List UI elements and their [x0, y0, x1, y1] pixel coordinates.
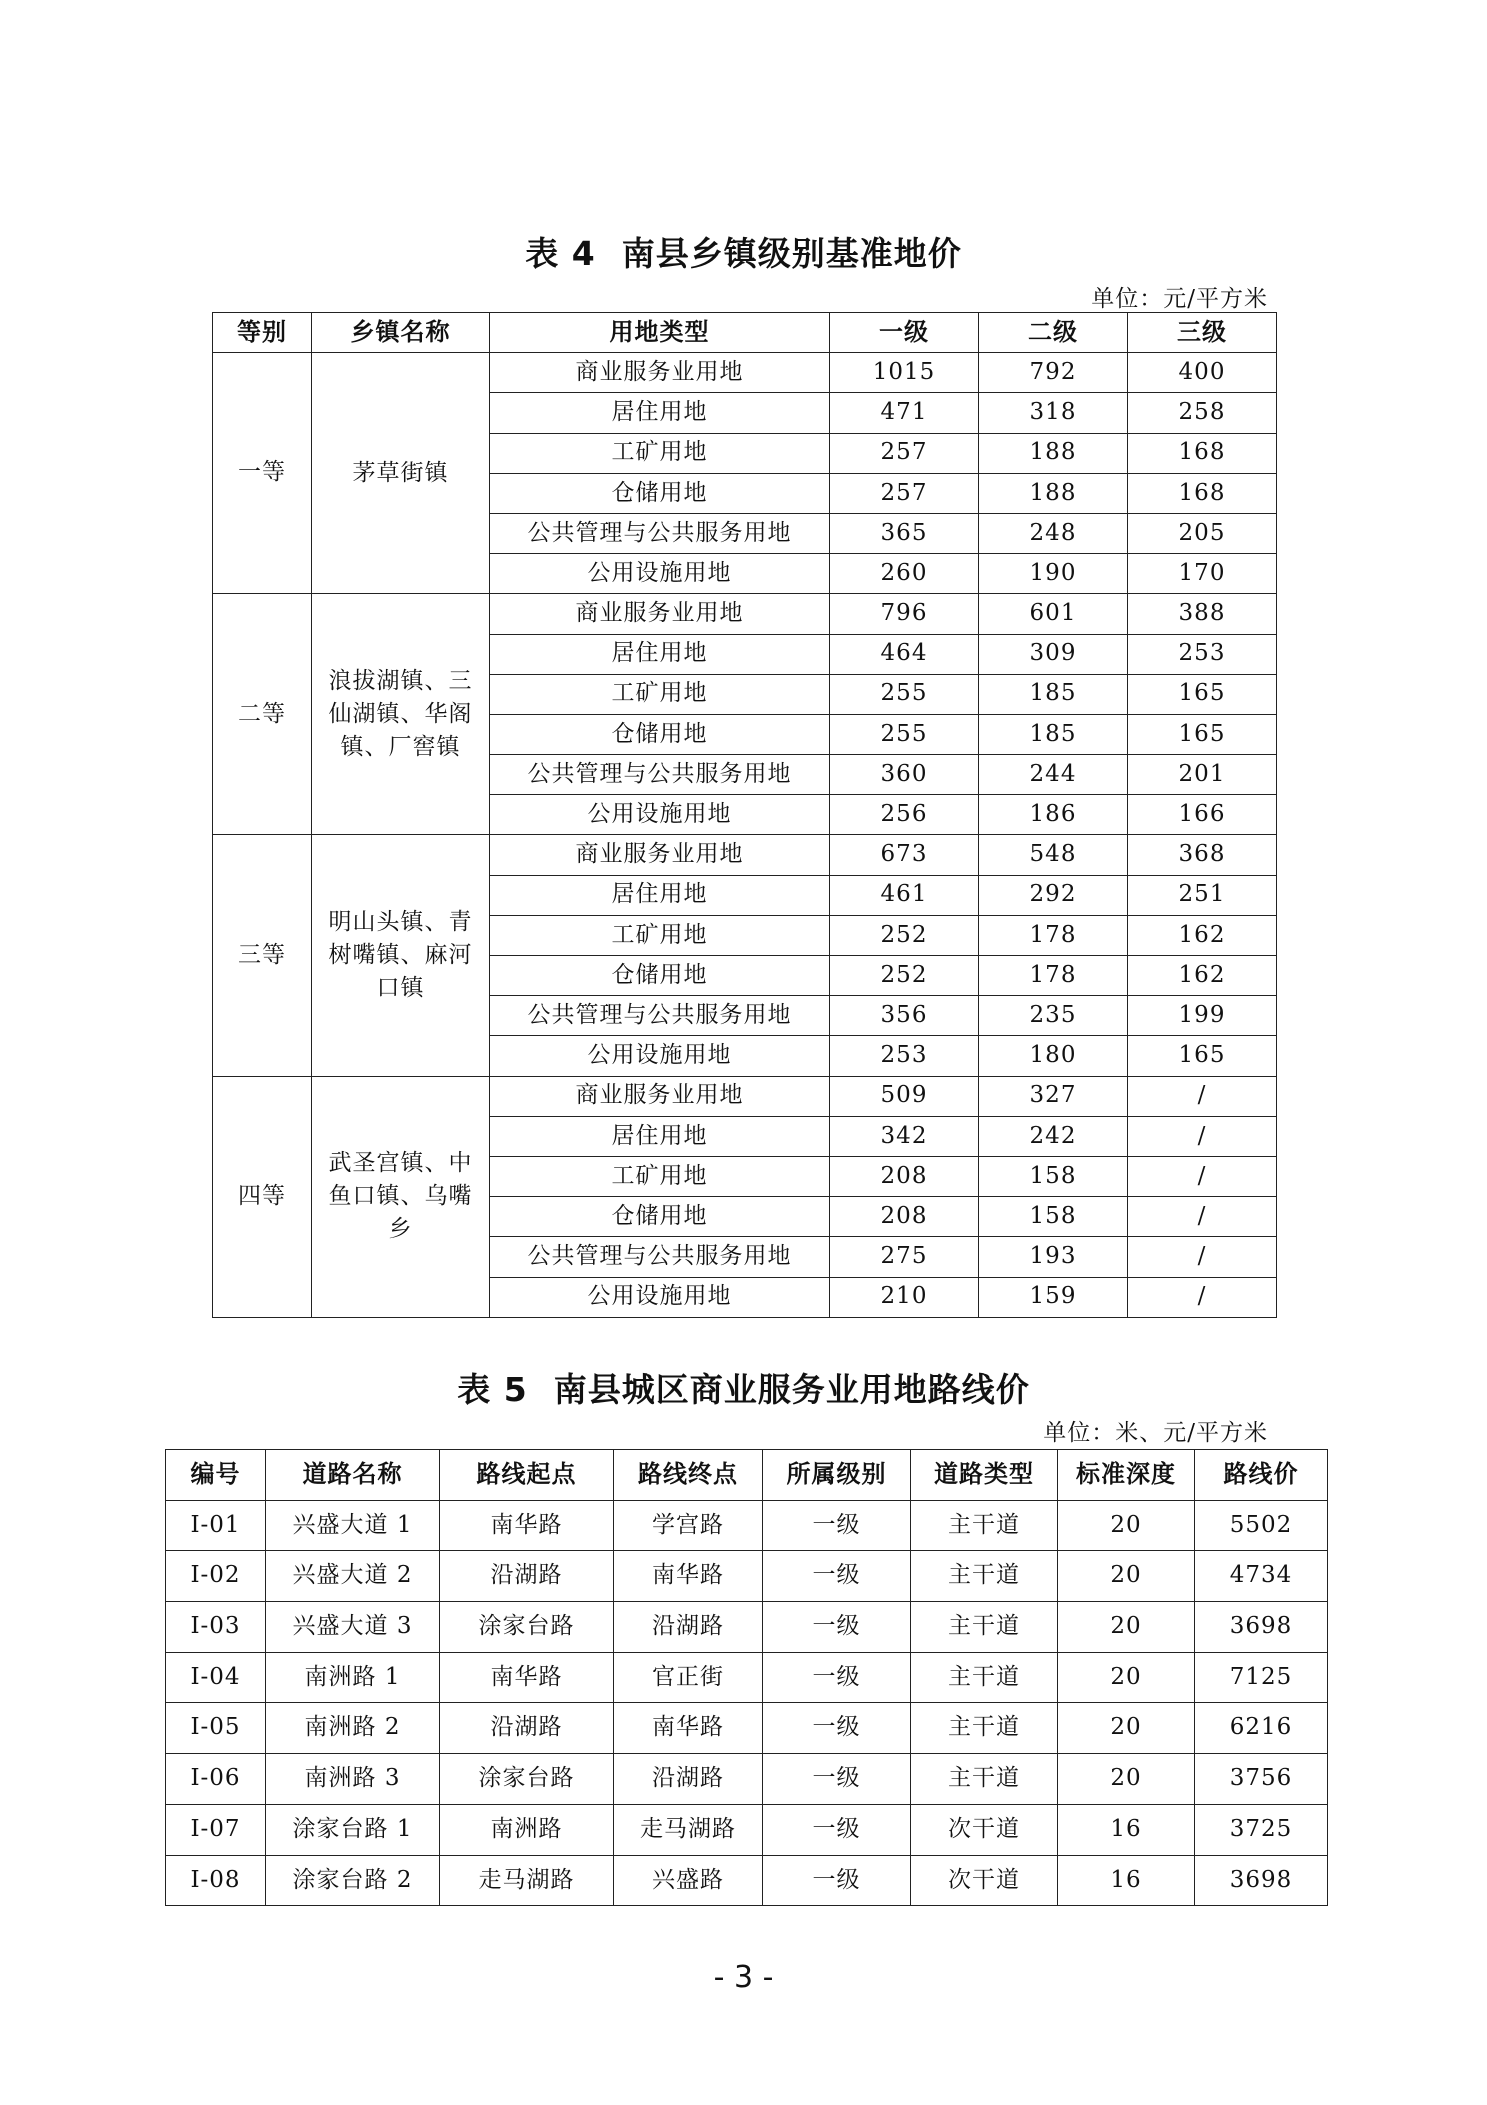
- price-cell: 464: [830, 634, 979, 674]
- price-cell: 673: [830, 835, 979, 875]
- table5-row: [166, 1703, 1328, 1754]
- towns-cell: 浪拔湖镇、三仙湖镇、华阁镇、厂窖镇: [312, 594, 490, 835]
- table5: [165, 1449, 1328, 1906]
- table5-cell: 20: [1058, 1652, 1195, 1703]
- table4-title: [0, 228, 1487, 275]
- price-cell: 257: [830, 473, 979, 513]
- table5-cell: 南洲路 2: [266, 1703, 440, 1754]
- price-cell: 165: [1128, 714, 1277, 754]
- table5-cell: 主干道: [911, 1602, 1058, 1653]
- price-cell: 193: [979, 1237, 1128, 1277]
- table5-cell: 学宫路: [614, 1500, 763, 1551]
- table5-cell: 一级: [763, 1551, 911, 1602]
- price-cell: /: [1128, 1197, 1277, 1237]
- price-cell: 190: [979, 554, 1128, 594]
- price-cell: 461: [830, 875, 979, 915]
- price-cell: 186: [979, 795, 1128, 835]
- table5-cell: 兴盛路: [614, 1855, 763, 1906]
- price-cell: 275: [830, 1237, 979, 1277]
- table5-cell: 南华路: [440, 1500, 614, 1551]
- table5-cell: 沿湖路: [440, 1703, 614, 1754]
- land-type-cell: 商业服务业用地: [490, 353, 830, 393]
- land-type-cell: 仓储用地: [490, 1197, 830, 1237]
- table4-header-cell: 乡镇名称: [312, 313, 490, 353]
- price-cell: 162: [1128, 956, 1277, 996]
- land-type-cell: 居住用地: [490, 875, 830, 915]
- price-cell: 1015: [830, 353, 979, 393]
- table5-cell: 涂家台路 2: [266, 1855, 440, 1906]
- table5-cell: 兴盛大道 1: [266, 1500, 440, 1551]
- table5-cell: 涂家台路: [440, 1602, 614, 1653]
- towns-cell: 茅草街镇: [312, 353, 490, 594]
- table4-header-cell: 三级: [1128, 313, 1277, 353]
- price-cell: 185: [979, 674, 1128, 714]
- table5-header-cell: 路线起点: [440, 1450, 614, 1501]
- price-cell: 601: [979, 594, 1128, 634]
- table5-row: [166, 1500, 1328, 1551]
- price-cell: 792: [979, 353, 1128, 393]
- table5-cell: 4734: [1195, 1551, 1328, 1602]
- price-cell: 309: [979, 634, 1128, 674]
- table5-header-cell: 所属级别: [763, 1450, 911, 1501]
- table5-cell: 一级: [763, 1703, 911, 1754]
- table4-header-cell: 等别: [213, 313, 312, 353]
- table5-cell: 南洲路: [440, 1804, 614, 1855]
- price-cell: 292: [979, 875, 1128, 915]
- price-cell: 252: [830, 915, 979, 955]
- table5-title-num: 表 5: [457, 1370, 528, 1409]
- table5-header-cell: 道路名称: [266, 1450, 440, 1501]
- table5-cell: 南华路: [440, 1652, 614, 1703]
- price-cell: 185: [979, 714, 1128, 754]
- price-cell: 210: [830, 1277, 979, 1317]
- table5-cell: 南洲路 3: [266, 1754, 440, 1805]
- price-cell: 252: [830, 956, 979, 996]
- table5-cell: Ⅰ-07: [166, 1804, 266, 1855]
- price-cell: 166: [1128, 795, 1277, 835]
- land-type-cell: 公用设施用地: [490, 554, 830, 594]
- land-type-cell: 居住用地: [490, 393, 830, 433]
- price-cell: /: [1128, 1237, 1277, 1277]
- table5-cell: 一级: [763, 1754, 911, 1805]
- price-cell: /: [1128, 1277, 1277, 1317]
- land-type-cell: 公共管理与公共服务用地: [490, 513, 830, 553]
- land-type-cell: 工矿用地: [490, 674, 830, 714]
- price-cell: 178: [979, 956, 1128, 996]
- table5-cell: 20: [1058, 1551, 1195, 1602]
- price-cell: 342: [830, 1116, 979, 1156]
- table5-cell: Ⅰ-08: [166, 1855, 266, 1906]
- land-type-cell: 商业服务业用地: [490, 594, 830, 634]
- price-cell: 170: [1128, 554, 1277, 594]
- table5-cell: 南华路: [614, 1551, 763, 1602]
- price-cell: 400: [1128, 353, 1277, 393]
- table5-cell: Ⅰ-06: [166, 1754, 266, 1805]
- table5-row: [166, 1652, 1328, 1703]
- table5-cell: 一级: [763, 1500, 911, 1551]
- price-cell: 260: [830, 554, 979, 594]
- land-type-cell: 公用设施用地: [490, 1036, 830, 1076]
- price-cell: 257: [830, 433, 979, 473]
- table5-row: [166, 1804, 1328, 1855]
- price-cell: 368: [1128, 835, 1277, 875]
- table5-header-cell: 标准深度: [1058, 1450, 1195, 1501]
- price-cell: 255: [830, 674, 979, 714]
- land-type-cell: 工矿用地: [490, 433, 830, 473]
- table5-cell: 走马湖路: [440, 1855, 614, 1906]
- price-cell: 256: [830, 795, 979, 835]
- table5-cell: 主干道: [911, 1652, 1058, 1703]
- price-cell: 162: [1128, 915, 1277, 955]
- table4-header-cell: 二级: [979, 313, 1128, 353]
- table5-cell: 南洲路 1: [266, 1652, 440, 1703]
- page-number: - 3 -: [713, 1960, 774, 1995]
- table5-cell: Ⅰ-04: [166, 1652, 266, 1703]
- price-cell: 188: [979, 433, 1128, 473]
- table5-cell: 主干道: [911, 1500, 1058, 1551]
- table5-cell: 20: [1058, 1754, 1195, 1805]
- price-cell: 158: [979, 1156, 1128, 1196]
- price-cell: 360: [830, 755, 979, 795]
- table5-cell: 主干道: [911, 1551, 1058, 1602]
- table5-cell: Ⅰ-02: [166, 1551, 266, 1602]
- table5-cell: 沿湖路: [614, 1754, 763, 1805]
- table5-unit: 单位：米、元/平方米: [1043, 1420, 1268, 1446]
- price-cell: 158: [979, 1197, 1128, 1237]
- table5-cell: 一级: [763, 1804, 911, 1855]
- table5-row: [166, 1602, 1328, 1653]
- table5-cell: 7125: [1195, 1652, 1328, 1703]
- table4-row: [213, 1076, 1277, 1116]
- table5-cell: 走马湖路: [614, 1804, 763, 1855]
- price-cell: /: [1128, 1116, 1277, 1156]
- price-cell: 159: [979, 1277, 1128, 1317]
- land-type-cell: 商业服务业用地: [490, 835, 830, 875]
- table4-row: [213, 835, 1277, 875]
- price-cell: 327: [979, 1076, 1128, 1116]
- table5-cell: 一级: [763, 1855, 911, 1906]
- table5-cell: 主干道: [911, 1703, 1058, 1754]
- price-cell: 165: [1128, 1036, 1277, 1076]
- land-type-cell: 公用设施用地: [490, 795, 830, 835]
- table5-cell: Ⅰ-05: [166, 1703, 266, 1754]
- price-cell: 205: [1128, 513, 1277, 553]
- table4-header-cell: 一级: [830, 313, 979, 353]
- table5-cell: 次干道: [911, 1855, 1058, 1906]
- land-type-cell: 公共管理与公共服务用地: [490, 755, 830, 795]
- table5-cell: 20: [1058, 1602, 1195, 1653]
- table5-header-cell: 道路类型: [911, 1450, 1058, 1501]
- price-cell: 165: [1128, 674, 1277, 714]
- land-type-cell: 公共管理与公共服务用地: [490, 1237, 830, 1277]
- table5-cell: 3725: [1195, 1804, 1328, 1855]
- table5-cell: 一级: [763, 1602, 911, 1653]
- grade-cell: 一等: [213, 353, 312, 594]
- price-cell: 208: [830, 1197, 979, 1237]
- table5-header-cell: 编号: [166, 1450, 266, 1501]
- table5-cell: 次干道: [911, 1804, 1058, 1855]
- table5-cell: 一级: [763, 1652, 911, 1703]
- price-cell: 471: [830, 393, 979, 433]
- table4-header-row: [213, 313, 1277, 353]
- table5-cell: 3756: [1195, 1754, 1328, 1805]
- table5-cell: 沿湖路: [614, 1602, 763, 1653]
- table5-cell: 涂家台路: [440, 1754, 614, 1805]
- table4-title-text: 南县乡镇级别基准地价: [621, 234, 962, 273]
- table4-header-cell: 用地类型: [490, 313, 830, 353]
- price-cell: 388: [1128, 594, 1277, 634]
- table4: [212, 312, 1277, 1318]
- table5-row: [166, 1551, 1328, 1602]
- table5-header-row: [166, 1450, 1328, 1501]
- price-cell: 178: [979, 915, 1128, 955]
- table5-cell: 6216: [1195, 1703, 1328, 1754]
- land-type-cell: 仓储用地: [490, 956, 830, 996]
- grade-cell: 三等: [213, 835, 312, 1076]
- price-cell: 258: [1128, 393, 1277, 433]
- price-cell: 168: [1128, 473, 1277, 513]
- land-type-cell: 工矿用地: [490, 915, 830, 955]
- grade-cell: 二等: [213, 594, 312, 835]
- towns-cell: 明山头镇、青树嘴镇、麻河口镇: [312, 835, 490, 1076]
- table5-cell: 官正街: [614, 1652, 763, 1703]
- price-cell: 168: [1128, 433, 1277, 473]
- land-type-cell: 公用设施用地: [490, 1277, 830, 1317]
- price-cell: /: [1128, 1076, 1277, 1116]
- price-cell: 253: [1128, 634, 1277, 674]
- table5-cell: 主干道: [911, 1754, 1058, 1805]
- price-cell: 356: [830, 996, 979, 1036]
- table5-body: [166, 1500, 1328, 1906]
- grade-cell: 四等: [213, 1076, 312, 1317]
- table5-cell: 涂家台路 1: [266, 1804, 440, 1855]
- table5-cell: Ⅰ-01: [166, 1500, 266, 1551]
- table5-cell: 兴盛大道 3: [266, 1602, 440, 1653]
- price-cell: 255: [830, 714, 979, 754]
- price-cell: 251: [1128, 875, 1277, 915]
- table5-cell: 16: [1058, 1855, 1195, 1906]
- price-cell: 180: [979, 1036, 1128, 1076]
- table5-cell: 20: [1058, 1500, 1195, 1551]
- land-type-cell: 公共管理与公共服务用地: [490, 996, 830, 1036]
- table4-row: [213, 353, 1277, 393]
- price-cell: 248: [979, 513, 1128, 553]
- price-cell: /: [1128, 1156, 1277, 1196]
- table5-header-cell: 路线价: [1195, 1450, 1328, 1501]
- table5-cell: 南华路: [614, 1703, 763, 1754]
- land-type-cell: 居住用地: [490, 634, 830, 674]
- land-type-cell: 仓储用地: [490, 714, 830, 754]
- table5-cell: 3698: [1195, 1855, 1328, 1906]
- price-cell: 548: [979, 835, 1128, 875]
- land-type-cell: 工矿用地: [490, 1156, 830, 1196]
- price-cell: 188: [979, 473, 1128, 513]
- table5-cell: 5502: [1195, 1500, 1328, 1551]
- table4-body: [213, 353, 1277, 1318]
- price-cell: 242: [979, 1116, 1128, 1156]
- table4-title-num: 表 4: [525, 234, 596, 273]
- table5-cell: Ⅰ-03: [166, 1602, 266, 1653]
- land-type-cell: 仓储用地: [490, 473, 830, 513]
- table4-row: [213, 594, 1277, 634]
- price-cell: 509: [830, 1076, 979, 1116]
- price-cell: 244: [979, 755, 1128, 795]
- table5-row: [166, 1855, 1328, 1906]
- table5-cell: 兴盛大道 2: [266, 1551, 440, 1602]
- price-cell: 796: [830, 594, 979, 634]
- table5-cell: 3698: [1195, 1602, 1328, 1653]
- table5-row: [166, 1754, 1328, 1805]
- price-cell: 365: [830, 513, 979, 553]
- table5-title: [0, 1364, 1487, 1411]
- price-cell: 235: [979, 996, 1128, 1036]
- price-cell: 318: [979, 393, 1128, 433]
- table4-unit: 单位：元/平方米: [1091, 286, 1268, 312]
- table5-cell: 沿湖路: [440, 1551, 614, 1602]
- table5-cell: 20: [1058, 1703, 1195, 1754]
- land-type-cell: 商业服务业用地: [490, 1076, 830, 1116]
- land-type-cell: 居住用地: [490, 1116, 830, 1156]
- price-cell: 201: [1128, 755, 1277, 795]
- table5-cell: 16: [1058, 1804, 1195, 1855]
- towns-cell: 武圣宫镇、中鱼口镇、乌嘴乡: [312, 1076, 490, 1317]
- table5-title-text: 南县城区商业服务业用地路线价: [553, 1370, 1030, 1409]
- price-cell: 253: [830, 1036, 979, 1076]
- price-cell: 199: [1128, 996, 1277, 1036]
- table5-header-cell: 路线终点: [614, 1450, 763, 1501]
- price-cell: 208: [830, 1156, 979, 1196]
